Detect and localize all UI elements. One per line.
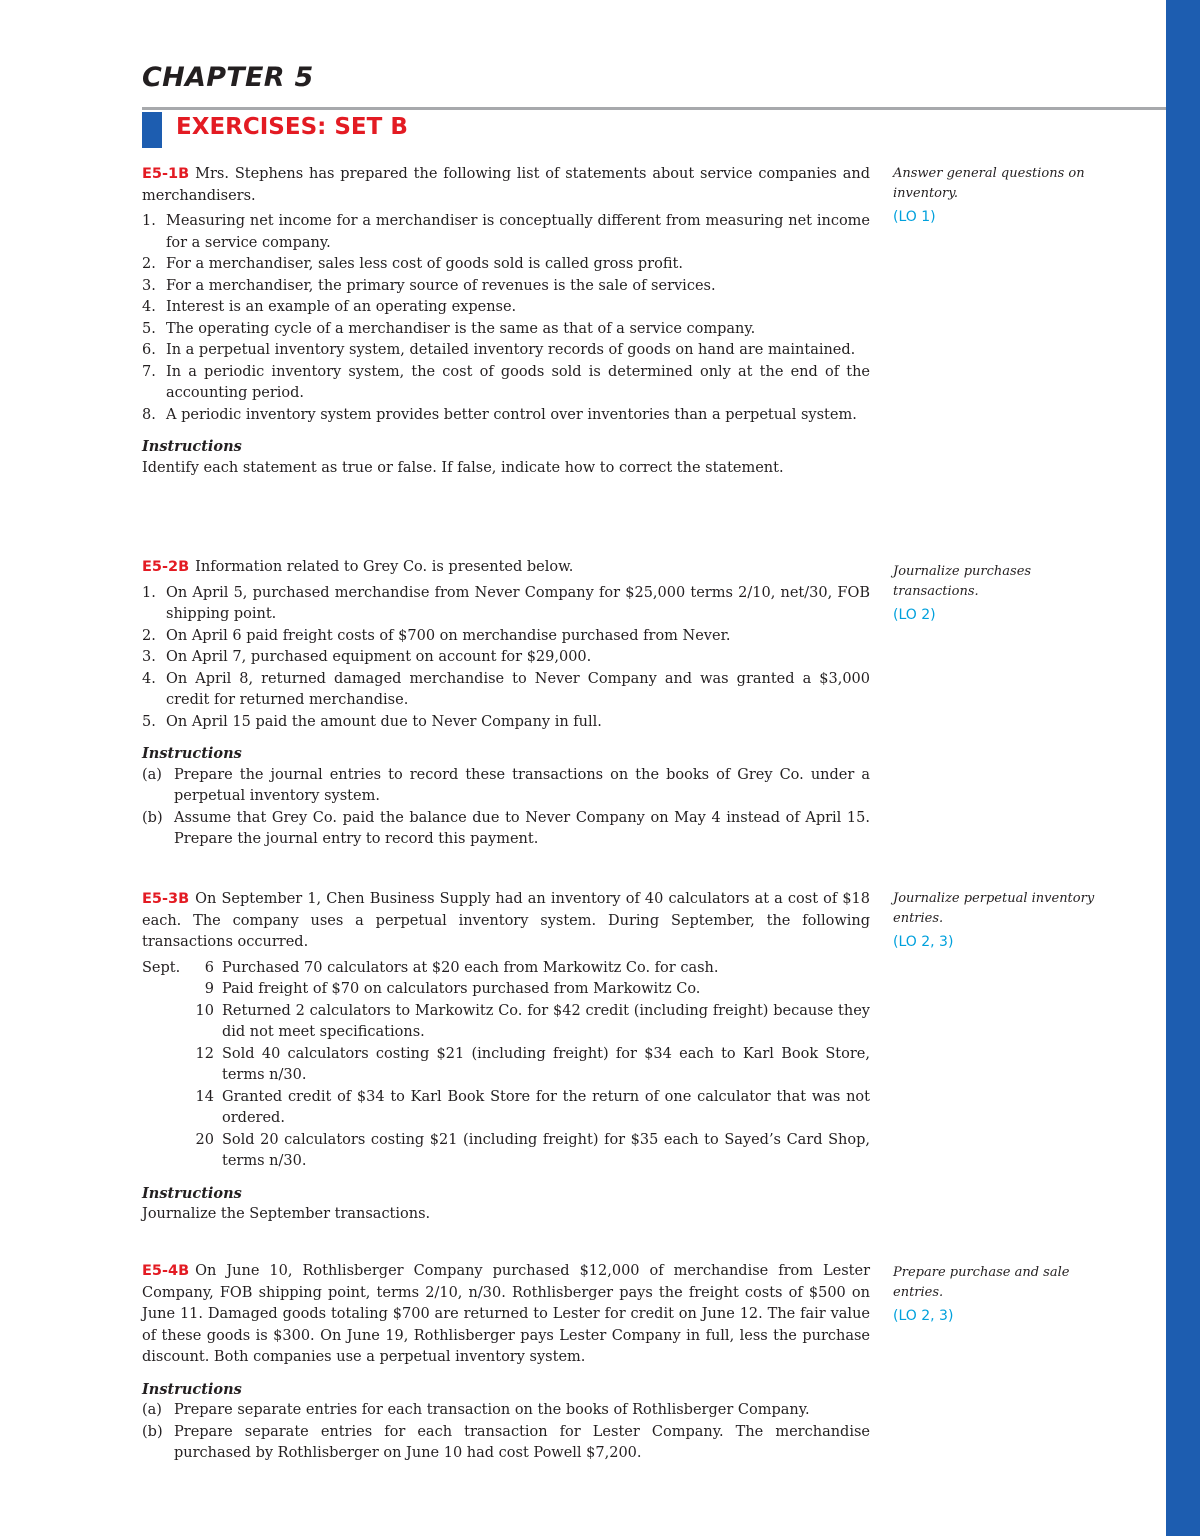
exercise-e5-3b <box>142 889 870 1226</box>
transaction-day: 10 <box>195 1002 214 1019</box>
list-item <box>142 808 870 851</box>
transaction-day: 6 <box>204 959 214 976</box>
transaction-day: 14 <box>195 1088 214 1105</box>
item-text: Prepare separate entries for each transaction on the books of Rothlisberger Company. <box>174 1402 810 1418</box>
item-text: Prepare separate entries for each transaction for Lester Company. The merchandise purchased by Rothlisberger on June 10 had cost Powell $7,200. <box>174 1423 870 1461</box>
learning-objective: (LO 2, 3) <box>893 934 954 950</box>
list-item <box>142 669 870 712</box>
list-item <box>142 1400 870 1422</box>
item-text: On April 5, purchased merchandise from Never Company for $25,000 terms 2/10, net/30, FOB shipping point. <box>166 584 870 622</box>
transaction-month <box>142 1044 190 1087</box>
transaction-day: 12 <box>195 1045 214 1062</box>
list-item <box>142 1422 870 1465</box>
transaction-row <box>142 979 870 1001</box>
learning-objective: (LO 2) <box>893 607 936 623</box>
statement-list <box>142 211 870 426</box>
margin-note-e5-1b <box>893 164 1103 228</box>
transaction-month <box>142 1001 190 1044</box>
list-item <box>142 765 870 808</box>
transaction-list <box>142 583 870 734</box>
exercise-intro <box>142 889 870 954</box>
section-marker-block <box>142 112 162 148</box>
instructions-list <box>142 1400 870 1465</box>
transaction-text: Returned 2 calculators to Markowitz Co. for $42 credit (including freight) because they did not meet specifications. <box>222 1002 870 1040</box>
item-number: 8. <box>142 406 156 423</box>
margin-note-text: Answer general questions on inventory. <box>893 166 1085 201</box>
header-rule <box>142 107 1166 110</box>
instructions-list <box>142 765 870 851</box>
transaction-text: Sold 40 calculators costing $21 (including freight) for $34 each to Karl Book Store, terms n/30. <box>222 1045 870 1083</box>
transaction-month <box>142 979 190 1001</box>
exercise-intro <box>142 557 870 579</box>
transaction-row <box>142 1044 870 1087</box>
instructions-heading: Instructions <box>142 438 242 455</box>
exercise-id: E5-3B <box>142 891 190 907</box>
transaction-text: Paid freight of $70 on calculators purchased from Markowitz Co. <box>222 981 701 997</box>
transaction-row <box>142 1001 870 1044</box>
item-number: 4. <box>142 299 156 315</box>
margin-note-text: Prepare purchase and sale entries. <box>893 1265 1070 1300</box>
exercise-id: E5-4B <box>142 1263 190 1279</box>
item-text: Assume that Grey Co. paid the balance due to Never Company on May 4 instead of April 15. Prepare the journal entry to record this payment. <box>174 809 870 847</box>
item-text: Prepare the journal entries to record these transactions on the books of Grey Co. under a perpetual inventory system. <box>174 766 870 804</box>
item-number: 3. <box>142 649 156 665</box>
exercise-intro <box>142 164 870 207</box>
transaction-row <box>142 958 870 980</box>
item-text: A periodic inventory system provides better control over inventories than a perpetual system. <box>166 406 857 423</box>
transaction-text: Purchased 70 calculators at $20 each from Markowitz Co. for cash. <box>222 959 719 976</box>
item-number: 4. <box>142 670 156 687</box>
item-number: 5. <box>142 713 156 730</box>
list-item <box>142 297 870 319</box>
transaction-day: 9 <box>204 981 214 997</box>
item-text: On April 6 paid freight costs of $700 on merchandise purchased from Never. <box>166 627 731 644</box>
transaction-month: Sept. <box>142 959 181 976</box>
margin-note-e5-4b <box>893 1263 1103 1327</box>
item-letter: (b) <box>142 1423 163 1440</box>
item-text: In a perpetual inventory system, detailed inventory records of goods on hand are maintained. <box>166 342 856 358</box>
item-number: 6. <box>142 342 156 358</box>
exercise-e5-2b <box>142 557 870 851</box>
margin-note-text: Journalize purchases transactions. <box>893 564 1032 599</box>
item-text: Interest is an example of an operating expense. <box>166 299 517 315</box>
exercise-intro-text: On June 10, Rothlisberger Company purchased $12,000 of merchandise from Lester Company, FOB shipping point, terms 2/10, n/30. Rothlisberger pays the freight costs of $500 on June 11. Damaged goods totaling $700 are returned to Lester for credit on June 12. The fair value of these goods is $300. On June 19, Rothlisberger pays Lester Company in full, less the purchase discount. Both companies use a perpetual inventory system. <box>142 1263 870 1365</box>
item-number: 1. <box>142 584 156 601</box>
item-text: On April 8, returned damaged merchandise to Never Company and was granted a $3,000 credit for returned merchandise. <box>166 670 870 708</box>
section-title: EXERCISES: SET B <box>176 114 408 140</box>
item-number: 7. <box>142 363 156 380</box>
instructions-heading: Instructions <box>142 745 242 762</box>
exercise-e5-4b <box>142 1261 870 1465</box>
item-number: 3. <box>142 277 156 294</box>
exercise-intro-text: Information related to Grey Co. is presented below. <box>195 559 574 575</box>
item-number: 5. <box>142 320 156 337</box>
exercise-id: E5-1B <box>142 166 190 182</box>
list-item <box>142 254 870 276</box>
list-item <box>142 211 870 254</box>
exercise-intro-text: Mrs. Stephens has prepared the following list of statements about service companies and merchandisers. <box>142 166 870 204</box>
item-text: In a periodic inventory system, the cost of goods sold is determined only at the end of the accounting period. <box>166 363 870 401</box>
exercise-intro-text: On September 1, Chen Business Supply had an inventory of 40 calculators at a cost of $18 each. The company uses a perpetual inventory system. During September, the following transactions occurred. <box>142 891 870 950</box>
instructions-heading: Instructions <box>142 1184 242 1202</box>
learning-objective: (LO 1) <box>893 209 936 225</box>
margin-note-text: Journalize perpetual inventory entries. <box>893 891 1095 926</box>
transaction-list <box>142 958 870 1173</box>
exercise-e5-1b <box>142 164 870 479</box>
chapter-title: CHAPTER 5 <box>142 62 314 93</box>
item-text: The operating cycle of a merchandiser is the same as that of a service company. <box>166 320 756 337</box>
item-number: 2. <box>142 627 156 644</box>
margin-note-e5-3b <box>893 889 1103 953</box>
item-text: Measuring net income for a merchandiser is conceptually different from measuring net income for a service company. <box>166 213 870 251</box>
item-number: 1. <box>142 213 156 229</box>
item-text: On April 15 paid the amount due to Never Company in full. <box>166 713 602 730</box>
list-item <box>142 626 870 648</box>
list-item <box>142 340 870 362</box>
transaction-row <box>142 1087 870 1130</box>
instructions-text: Identify each statement as true or false. If false, indicate how to correct the statement. <box>142 459 784 476</box>
list-item <box>142 362 870 405</box>
item-letter: (a) <box>142 766 162 783</box>
exercise-id: E5-2B <box>142 559 190 575</box>
margin-note-e5-2b <box>893 562 1103 626</box>
page-edge-bar <box>1166 0 1200 1536</box>
item-text: For a merchandiser, the primary source of revenues is the sale of services. <box>166 277 716 294</box>
learning-objective: (LO 2, 3) <box>893 1308 954 1324</box>
instructions-text: Journalize the September transactions. <box>142 1206 431 1222</box>
list-item <box>142 583 870 626</box>
item-number: 2. <box>142 256 156 272</box>
instructions-heading: Instructions <box>142 1380 242 1398</box>
list-item <box>142 712 870 734</box>
item-letter: (a) <box>142 1402 162 1418</box>
item-text: For a merchandiser, sales less cost of goods sold is called gross profit. <box>166 256 683 272</box>
transaction-text: Granted credit of $34 to Karl Book Store for the return of one calculator that was not ordered. <box>222 1088 870 1126</box>
item-letter: (b) <box>142 809 163 826</box>
transaction-text: Sold 20 calculators costing $21 (including freight) for $35 each to Sayed’s Card Shop, terms n/30. <box>222 1131 870 1169</box>
item-text: On April 7, purchased equipment on account for $29,000. <box>166 649 592 665</box>
transaction-day: 20 <box>195 1131 214 1148</box>
transaction-month <box>142 1130 190 1173</box>
list-item <box>142 319 870 341</box>
exercise-intro <box>142 1261 870 1369</box>
list-item <box>142 276 870 298</box>
transaction-month <box>142 1087 190 1130</box>
list-item <box>142 647 870 669</box>
list-item <box>142 405 870 427</box>
transaction-row <box>142 1130 870 1173</box>
